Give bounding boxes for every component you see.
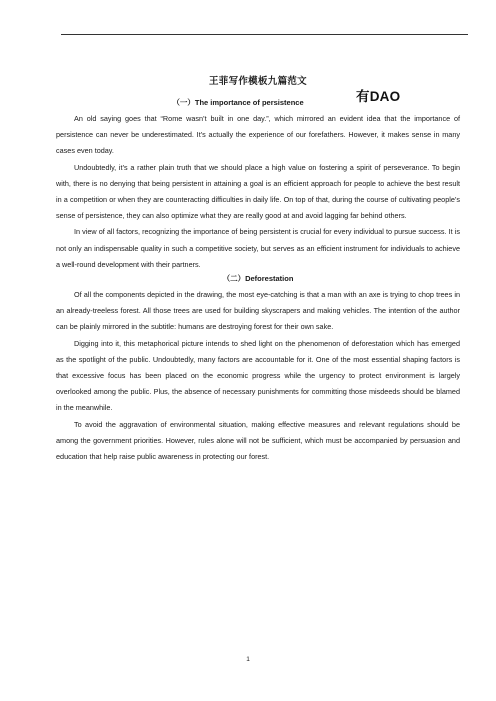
watermark-logo: 有DAO — [356, 89, 401, 104]
paragraph: An old saying goes that “Rome wasn’t built in one day.”, which mirrored an evident idea that the importance of persistence can never be underestimated. It’s actually the experience of our forefathers. However, it makes sense in many cases even today. — [56, 114, 460, 156]
section-heading-text: （一）The importance of persistence — [172, 98, 304, 107]
paragraph: In view of all factors, recognizing the importance of being persistent is crucial for every individual to pursue success. It is not only an indispensable quality in such a competitive society, but serves as an efficient instrument for individuals to achieve a well-round development with their partners. — [56, 227, 460, 269]
header-rule — [61, 34, 468, 35]
section-heading-deforestation: （二）Deforestation — [222, 274, 294, 284]
paragraph: To avoid the aggravation of environmental situation, making effective measures and relevant regulations should be among the government priorities. However, rules alone will not be sufficient, which must be accompanied by persuasion and education that help raise public awareness in protecting our forest. — [56, 419, 460, 462]
paragraph: Of all the components depicted in the drawing, the most eye-catching is that a man with an axe is trying to chop trees in an already-treeless forest. All those trees are used for building skyscrapers and making vehicles. The intention of the author can be plainly mirrored in the subtitle: humans are destroying forest for their own sake. — [56, 290, 460, 332]
paragraph: Digging into it, this metaphorical picture intends to shed light on the phenomenon of deforestation which has emerged as the spotlight of the public. Undoubtedly, many factors are accountable for it. One of the most essential shaping factors is that excessive focus has been placed on the economic progress while the urgency to protect environment is largely overlooked among the public. Plus, the absence of necessary punishments for committing those misdeeds should be blamed in the meanwhile. — [56, 338, 460, 413]
section-heading-persistence — [56, 89, 460, 108]
document-title: 王菲写作模板九篇范文 — [208, 76, 307, 87]
document-body — [56, 73, 460, 465]
page-number: 1 — [246, 656, 250, 663]
paragraph: Undoubtedly, it’s a rather plain truth that we should place a high value on fostering a spirit of perseverance. To begin with, there is no denying that being persistent in attaining a goal is an efficient approach for people to achieve the best result in a competition or when they are counteracting difficulties in daily life. On top of that, during the course of cultivating people’s sense of persistence, they can also optimize what they are really good at and avoid lagging far behind others. — [56, 162, 460, 221]
